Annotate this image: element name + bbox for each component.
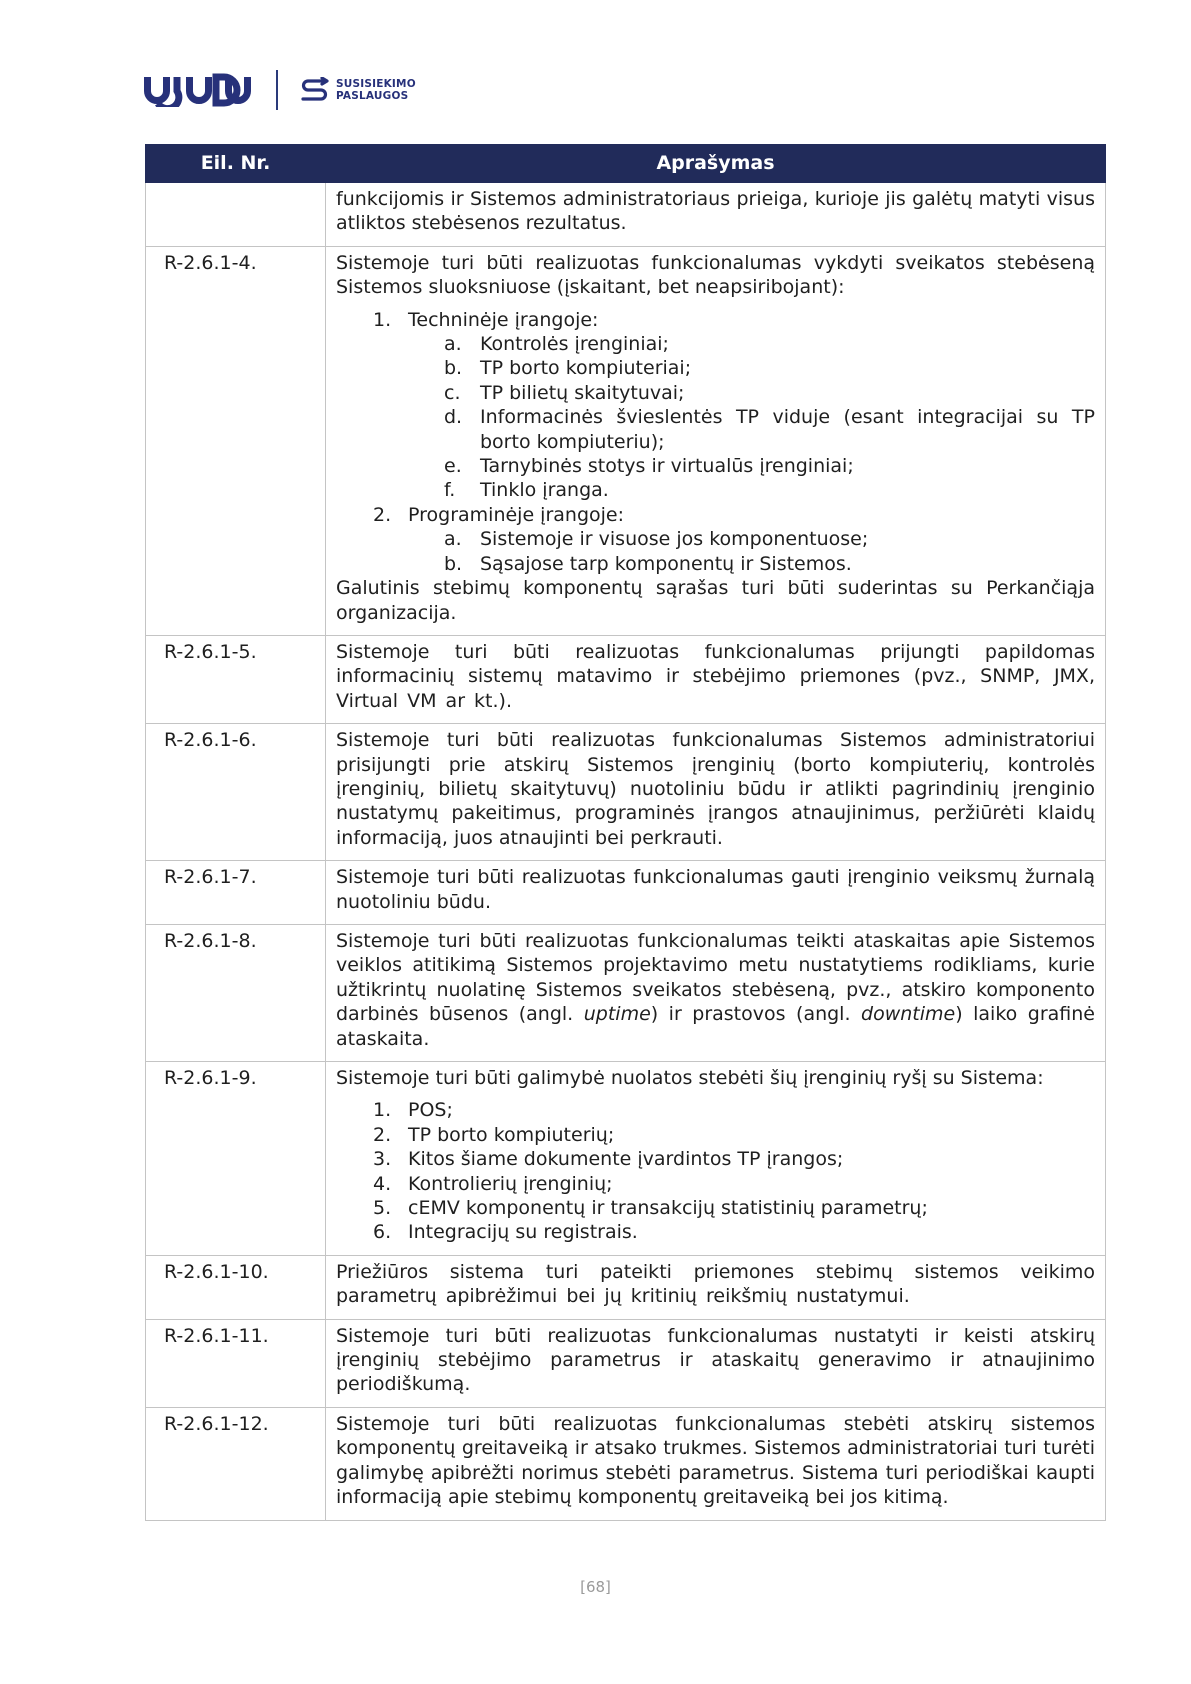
row-id-cell bbox=[146, 183, 326, 247]
sub-list-item-text: TP borto kompiuteriai; bbox=[480, 357, 692, 380]
row-description-cell bbox=[326, 1062, 1106, 1256]
requirement-text: Sistemoje turi būti realizuotas funkcionalumas stebėti atskirų sistemos komponentų greitaveiką ir atsako trukmes. Sistemos administratoriai turi turėti galimybę apibrėžti norimus stebėti parametrus. Sistema turi periodiškai kaupti informaciją apie stebimų komponentų greitaveiką bei jos kitimą. bbox=[336, 1412, 1095, 1509]
table-row bbox=[146, 1319, 1106, 1407]
requirement-text: Sistemoje turi būti realizuotas funkcionalumas Sistemos administratoriui prisijungti prie atskirų Sistemos įrenginių (borto kompiuterių, kontrolės įrenginių, bilietų skaitytuvų) nuotoliniu būdu ir atlikti pagrindinių įrenginio nustatymų pakeitimus, programinės įrangos atnaujinimus, peržiūrėti klaidų informaciją, juos atnaujinti bei perkrauti. bbox=[336, 729, 1095, 849]
list-marker: a. bbox=[444, 333, 462, 356]
row-id-cell: R-2.6.1-12. bbox=[146, 1407, 326, 1520]
list-marker: 1. bbox=[373, 308, 392, 331]
sub-list-item-text: Informacinės švieslentės TP viduje (esant integracijai su TP borto kompiuteriu); bbox=[480, 406, 1095, 453]
sub-list-item bbox=[444, 332, 1095, 356]
list-item bbox=[373, 1220, 1095, 1244]
row-description-cell bbox=[326, 924, 1106, 1061]
requirement-text: Sistemoje turi būti realizuotas funkcionalumas gauti įrenginio veiksmų žurnalą nuotoliniu būdu. bbox=[336, 866, 1095, 913]
term-uptime: uptime bbox=[583, 1003, 651, 1026]
susisiekimo-logo-icon bbox=[300, 77, 330, 103]
sub-list-item-text: Sąsajose tarp komponentų ir Sistemos. bbox=[480, 552, 852, 575]
sub-list-item bbox=[444, 478, 1095, 502]
row-description-cell bbox=[326, 246, 1106, 635]
list-item-text: Techninėje įrangoje: bbox=[408, 308, 599, 331]
numbered-list bbox=[336, 1098, 1095, 1244]
requirement-text-part: Sistemoje turi būti realizuotas funkcionalumas teikti ataskaitas apie Sistemos veiklos atitikimą Sistemos projektavimo metu nustatytiems rodikliams, kurie užtikrintų nuolatinę Sistemos sveikatos stebėseną, pvz., atskiro komponento darbinės būsenos (angl. bbox=[336, 929, 1095, 1026]
row-description-cell bbox=[326, 1319, 1106, 1407]
list-marker: f. bbox=[444, 479, 456, 502]
row-id-cell: R-2.6.1-8. bbox=[146, 924, 326, 1061]
sub-list-item bbox=[444, 527, 1095, 551]
list-marker: 4. bbox=[373, 1172, 392, 1195]
list-item-text: POS; bbox=[408, 1099, 453, 1122]
list-marker: e. bbox=[444, 455, 462, 478]
row-id-cell: R-2.6.1-4. bbox=[146, 246, 326, 635]
requirement-outro: Galutinis stebimų komponentų sąrašas turi būti suderintas su Perkančiąja organizacija. bbox=[336, 577, 1095, 624]
list-marker: a. bbox=[444, 528, 462, 551]
list-marker: 1. bbox=[373, 1099, 392, 1122]
table-row bbox=[146, 861, 1106, 925]
sub-list-item bbox=[444, 454, 1095, 478]
requirement-text: Sistemoje turi būti realizuotas funkcionalumas prijungti papildomas informacinių sistemų matavimo ir stebėjimo priemones (pvz., SNMP, JMX, Virtual VM ar kt.). bbox=[336, 640, 1095, 712]
sub-list bbox=[408, 332, 1095, 503]
list-marker: 2. bbox=[373, 1123, 392, 1146]
table-row bbox=[146, 1407, 1106, 1520]
row-description-cell bbox=[326, 724, 1106, 861]
list-marker: c. bbox=[444, 381, 461, 404]
list-marker: 6. bbox=[373, 1221, 392, 1244]
row-id-cell: R-2.6.1-10. bbox=[146, 1255, 326, 1319]
table-row bbox=[146, 635, 1106, 723]
sub-list-item bbox=[444, 405, 1095, 454]
list-marker: 3. bbox=[373, 1148, 392, 1171]
row-id-cell: R-2.6.1-6. bbox=[146, 724, 326, 861]
list-marker: b. bbox=[444, 552, 463, 575]
requirements-table bbox=[145, 144, 1106, 1521]
requirement-text: Sistemoje turi būti realizuotas funkcionalumas nustatyti ir keisti atskirų įrenginių stebėjimo parametrus ir ataskaitų generavimo ir atnaujinimo periodiškumą. bbox=[336, 1324, 1095, 1396]
column-header-description: Aprašymas bbox=[326, 145, 1106, 183]
table-row bbox=[146, 183, 1106, 247]
continuation-text: funkcijomis ir Sistemos administratoriaus prieiga, kurioje jis galėtų matyti visus atliktos stebėsenos rezultatus. bbox=[336, 188, 1095, 235]
susisiekimo-paslaugos-logo bbox=[300, 77, 416, 103]
term-downtime: downtime bbox=[861, 1003, 956, 1026]
column-header-id: Eil. Nr. bbox=[146, 145, 326, 183]
row-description-cell bbox=[326, 1255, 1106, 1319]
row-description-cell bbox=[326, 1407, 1106, 1520]
sub-list-item-text: Tarnybinės stotys ir virtualūs įrenginiai; bbox=[480, 455, 854, 478]
list-item-text: Integracijų su registrais. bbox=[408, 1221, 638, 1244]
requirement-text: Priežiūros sistema turi pateikti priemones stebimų sistemos veikimo parametrų apibrėžimui bei jų kritinių reikšmių nustatymui. bbox=[336, 1260, 1095, 1308]
table-header-row bbox=[146, 145, 1106, 183]
list-item bbox=[373, 1172, 1095, 1196]
list-item bbox=[373, 1147, 1095, 1171]
list-item bbox=[373, 503, 1095, 576]
sub-list-item-text: Kontrolės įrenginiai; bbox=[480, 333, 669, 356]
logo-sub-line-2: PASLAUGOS bbox=[336, 90, 409, 102]
row-id-cell: R-2.6.1-11. bbox=[146, 1319, 326, 1407]
row-description-cell bbox=[326, 861, 1106, 925]
table-row bbox=[146, 1255, 1106, 1319]
sub-list-item bbox=[444, 552, 1095, 576]
list-marker: b. bbox=[444, 357, 463, 380]
table-row bbox=[146, 924, 1106, 1061]
logo-separator bbox=[276, 70, 278, 110]
list-marker: d. bbox=[444, 406, 463, 429]
row-id-cell: R-2.6.1-9. bbox=[146, 1062, 326, 1256]
sub-list bbox=[408, 527, 1095, 576]
row-id-cell: R-2.6.1-5. bbox=[146, 635, 326, 723]
page-header bbox=[144, 66, 416, 114]
table-row bbox=[146, 724, 1106, 861]
sub-list-item-text: Sistemoje ir visuose jos komponentuose; bbox=[480, 528, 869, 551]
list-item-text: Kitos šiame dokumente įvardintos TP įrangos; bbox=[408, 1148, 844, 1171]
list-item-text: Kontrolierių įrenginių; bbox=[408, 1172, 613, 1195]
sub-list-item-text: TP bilietų skaitytuvai; bbox=[480, 381, 685, 404]
list-item-text: TP borto kompiuterių; bbox=[408, 1123, 615, 1146]
row-description-cell bbox=[326, 183, 1106, 247]
list-item-text: Programinėje įrangoje: bbox=[408, 503, 625, 526]
list-marker: 2. bbox=[373, 503, 392, 526]
requirement-text-part: ) laiko grafinė ataskaita. bbox=[336, 1003, 1095, 1050]
requirement-text bbox=[336, 929, 1095, 1051]
list-marker: 5. bbox=[373, 1197, 392, 1220]
list-item-text: cEMV komponentų ir transakcijų statistinių parametrų; bbox=[408, 1197, 928, 1220]
sub-list-item bbox=[444, 381, 1095, 405]
table-row bbox=[146, 1062, 1106, 1256]
logo-sub-line-1: SUSISIEKIMO bbox=[336, 78, 416, 90]
list-item bbox=[373, 1123, 1095, 1147]
sub-list-item bbox=[444, 356, 1095, 380]
sub-list-item-text: Tinklo įranga. bbox=[480, 479, 609, 502]
page-number: [68] bbox=[580, 1578, 611, 1596]
list-item bbox=[373, 1196, 1095, 1220]
list-item bbox=[373, 1098, 1095, 1122]
requirement-intro: Sistemoje turi būti realizuotas funkcionalumas vykdyti sveikatos stebėseną Sistemos sluoksniuose (įskaitant, bet neapsiribojant): bbox=[336, 251, 1095, 299]
row-id-cell: R-2.6.1-7. bbox=[146, 861, 326, 925]
table-row bbox=[146, 246, 1106, 635]
list-item bbox=[373, 308, 1095, 503]
requirement-intro: Sistemoje turi būti galimybė nuolatos stebėti šių įrenginių ryšį su Sistema: bbox=[336, 1067, 1044, 1089]
numbered-list bbox=[336, 308, 1095, 576]
judu-logo bbox=[144, 73, 252, 107]
row-description-cell bbox=[326, 635, 1106, 723]
requirement-text-part: ) ir prastovos (angl. bbox=[650, 1003, 862, 1026]
